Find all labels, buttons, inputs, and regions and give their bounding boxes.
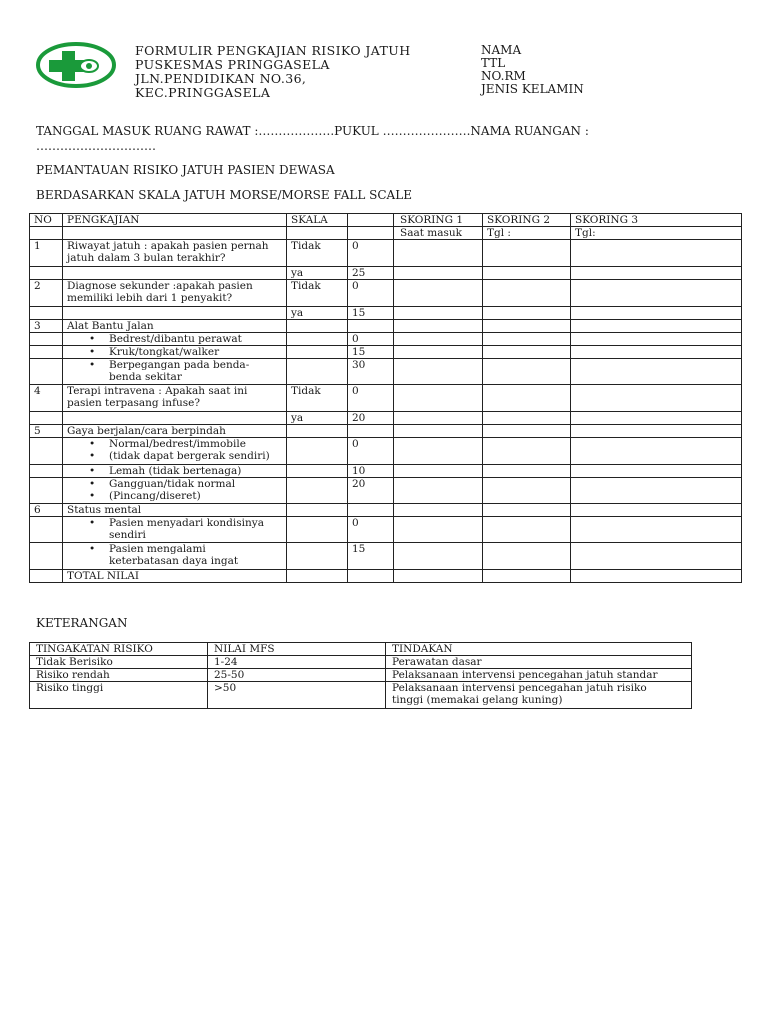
score-cell[interactable]: [571, 438, 742, 465]
score-cell[interactable]: [571, 412, 742, 425]
table-row: [30, 438, 742, 465]
mfs-range: 1-24: [208, 656, 386, 669]
score-cell[interactable]: [483, 504, 571, 517]
table-row: [30, 385, 742, 412]
score-cell[interactable]: [394, 359, 483, 385]
form-title: FORMULIR PENGKAJIAN RISIKO JATUH: [135, 43, 411, 58]
total-label: TOTAL NILAI: [63, 570, 287, 583]
score-cell[interactable]: [483, 267, 571, 280]
score-cell[interactable]: [483, 240, 571, 267]
table-row: [30, 478, 742, 504]
score-cell[interactable]: [483, 385, 571, 412]
score-cell[interactable]: [394, 504, 483, 517]
scale-value: 15: [348, 307, 394, 320]
score-cell[interactable]: [571, 570, 742, 583]
table-row: [30, 465, 742, 478]
score-cell[interactable]: [483, 517, 571, 543]
score-cell[interactable]: [483, 543, 571, 570]
score-cell[interactable]: [571, 307, 742, 320]
score-cell[interactable]: [483, 412, 571, 425]
table-row: [30, 320, 742, 333]
score-cell[interactable]: [571, 333, 742, 346]
score-cell[interactable]: [483, 478, 571, 504]
row-no: 1: [30, 240, 63, 267]
score-cell[interactable]: [571, 280, 742, 307]
scale-value: 20: [348, 412, 394, 425]
score-cell[interactable]: [483, 280, 571, 307]
table-row: [30, 307, 742, 320]
score-cell[interactable]: [394, 240, 483, 267]
bullet-item: • (Pincang/diseret): [63, 490, 286, 502]
col-header: TINDAKAN: [386, 643, 692, 656]
scale-title: BERDASARKAN SKALA JATUH MORSE/MORSE FALL SCALE: [36, 188, 412, 202]
table-row: [30, 359, 742, 385]
bullet-item: • Pasien menyadari kondisinya: [63, 517, 286, 529]
col-header: NO: [30, 214, 63, 227]
assessment-text: Terapi intravena : Apakah saat ini pasien terpasang infuse?: [63, 385, 287, 412]
table-row: [30, 412, 742, 425]
score-cell[interactable]: [394, 543, 483, 570]
institution-name: PUSKESMAS PRINGGASELA: [135, 57, 330, 72]
score-cell[interactable]: [483, 438, 571, 465]
score3-date: Tgl:: [571, 227, 742, 240]
score-cell[interactable]: [394, 320, 483, 333]
score-cell[interactable]: [571, 517, 742, 543]
score-cell[interactable]: [483, 425, 571, 438]
field-name: NAMA: [481, 43, 522, 57]
score-cell[interactable]: [483, 346, 571, 359]
bullet-item: • (tidak dapat bergerak sendiri): [63, 450, 286, 462]
table-row: [30, 543, 742, 570]
scale-value: 0: [348, 333, 394, 346]
score-cell[interactable]: [571, 478, 742, 504]
score-cell[interactable]: [394, 570, 483, 583]
scale-value: 0: [348, 438, 394, 465]
bullet-item: • Bedrest/dibantu perawat: [63, 333, 286, 345]
scale-value: 0: [348, 280, 394, 307]
score-cell[interactable]: [394, 412, 483, 425]
section-title: PEMANTAUAN RISIKO JATUH PASIEN DEWASA: [36, 163, 335, 177]
score-cell[interactable]: [394, 267, 483, 280]
table-row: [30, 682, 692, 709]
score-cell[interactable]: [483, 333, 571, 346]
score2-date: Tgl :: [483, 227, 571, 240]
scale-value: 0: [348, 240, 394, 267]
score-cell[interactable]: [483, 465, 571, 478]
scale-value: 25: [348, 267, 394, 280]
scale-value: 15: [348, 346, 394, 359]
score1-date: Saat masuk: [394, 227, 483, 240]
table-row: [30, 333, 742, 346]
table-row: [30, 669, 692, 682]
table-row: [30, 280, 742, 307]
patient-fields: [481, 44, 584, 96]
admission-dots: …………………………: [36, 139, 156, 153]
action: Pelaksanaan intervensi pencegahan jatuh risiko tinggi (memakai gelang kuning): [386, 682, 692, 709]
score-cell[interactable]: [394, 346, 483, 359]
score-cell[interactable]: [483, 359, 571, 385]
score-cell[interactable]: [571, 425, 742, 438]
scale-value: 20: [348, 478, 394, 504]
score-cell[interactable]: [394, 333, 483, 346]
risk-level: Tidak Berisiko: [30, 656, 208, 669]
total-row: [30, 570, 742, 583]
col-header: SKALA: [287, 214, 348, 227]
field-gender: JENIS KELAMIN: [481, 82, 584, 96]
table-header-row: [30, 214, 742, 227]
col-header: NILAI MFS: [208, 643, 386, 656]
score-cell[interactable]: [394, 478, 483, 504]
table-row: [30, 517, 742, 543]
row-no: 6: [30, 504, 63, 517]
bullet-item: • Kruk/tongkat/walker: [63, 346, 286, 358]
bullet-item: • Berpegangan pada benda-: [63, 359, 286, 371]
scale-option: ya: [287, 267, 348, 280]
col-header: SKORING 3: [571, 214, 742, 227]
score-cell[interactable]: [394, 280, 483, 307]
mfs-range: >50: [208, 682, 386, 709]
bullet-item-cont: benda sekitar: [109, 371, 182, 383]
assessment-text: Alat Bantu Jalan: [63, 320, 287, 333]
address-line-1: JLN.PENDIDIKAN NO.36,: [135, 71, 307, 86]
bullet-item-cont: keterbatasan daya ingat: [109, 555, 239, 567]
col-header: [348, 214, 394, 227]
action: Pelaksanaan intervensi pencegahan jatuh standar: [386, 669, 692, 682]
scale-option: Tidak: [287, 240, 348, 267]
assessment-text: Gaya berjalan/cara berpindah: [63, 425, 287, 438]
scale-value: 0: [348, 385, 394, 412]
score-cell[interactable]: [571, 267, 742, 280]
col-header: SKORING 1: [394, 214, 483, 227]
score-cell[interactable]: [394, 307, 483, 320]
row-no: 5: [30, 425, 63, 438]
score-cell[interactable]: [571, 504, 742, 517]
row-no: 3: [30, 320, 63, 333]
risk-table: [29, 642, 692, 709]
score-cell[interactable]: [483, 307, 571, 320]
score-cell[interactable]: [394, 517, 483, 543]
score-cell[interactable]: [571, 359, 742, 385]
scale-option: ya: [287, 307, 348, 320]
scale-value: 0: [348, 517, 394, 543]
scale-option: Tidak: [287, 385, 348, 412]
scale-option: ya: [287, 412, 348, 425]
bullet-item-cont: sendiri: [109, 529, 146, 541]
field-rm: NO.RM: [481, 69, 526, 83]
score-cell[interactable]: [571, 385, 742, 412]
score-cell[interactable]: [394, 385, 483, 412]
score-cell[interactable]: [483, 570, 571, 583]
score-cell[interactable]: [394, 438, 483, 465]
scale-value: 15: [348, 543, 394, 570]
table-row: [30, 656, 692, 669]
address-line-2: KEC.PRINGGASELA: [135, 85, 271, 100]
table-row: [30, 504, 742, 517]
score-cell[interactable]: [483, 320, 571, 333]
form-header: [135, 44, 411, 100]
risk-level: Risiko rendah: [30, 669, 208, 682]
score-cell[interactable]: [394, 465, 483, 478]
bullet-item: • Pasien mengalami: [63, 543, 286, 555]
scale-option: Tidak: [287, 280, 348, 307]
score-cell[interactable]: [571, 320, 742, 333]
assessment-text: Riwayat jatuh : apakah pasien pernah jatuh dalam 3 bulan terakhir?: [63, 240, 287, 267]
row-no: 2: [30, 280, 63, 307]
score-cell[interactable]: [394, 425, 483, 438]
score-cell[interactable]: [571, 346, 742, 359]
bullet-item: • Normal/bedrest/immobile: [63, 438, 286, 450]
bullet-item: • Lemah (tidak bertenaga): [63, 465, 286, 477]
assessment-text: Status mental: [63, 504, 287, 517]
col-header: PENGKAJIAN: [63, 214, 287, 227]
table-row: [30, 346, 742, 359]
keterangan-label: KETERANGAN: [36, 616, 128, 630]
admission-line: TANGGAL MASUK RUANG RAWAT :……………….PUKUL ………………….NAMA RUANGAN :: [36, 124, 589, 138]
table-header-row: [30, 643, 692, 656]
assessment-text: Diagnose sekunder :apakah pasien memiliki lebih dari 1 penyakit?: [63, 280, 287, 307]
table-row: [30, 240, 742, 267]
risk-level: Risiko tinggi: [30, 682, 208, 709]
score-cell[interactable]: [571, 465, 742, 478]
mfs-range: 25-50: [208, 669, 386, 682]
action: Perawatan dasar: [386, 656, 692, 669]
field-dob: TTL: [481, 56, 506, 70]
table-subheader-row: [30, 227, 742, 240]
row-no: 4: [30, 385, 63, 412]
scale-value: 30: [348, 359, 394, 385]
col-header: TINGAKATAN RISIKO: [30, 643, 208, 656]
col-header: SKORING 2: [483, 214, 571, 227]
mfs-table: [29, 213, 742, 583]
table-row: [30, 425, 742, 438]
puskesmas-logo: [36, 42, 116, 88]
score-cell[interactable]: [571, 543, 742, 570]
table-row: [30, 267, 742, 280]
scale-value: 10: [348, 465, 394, 478]
bullet-item: • Gangguan/tidak normal: [63, 478, 286, 490]
score-cell[interactable]: [571, 240, 742, 267]
